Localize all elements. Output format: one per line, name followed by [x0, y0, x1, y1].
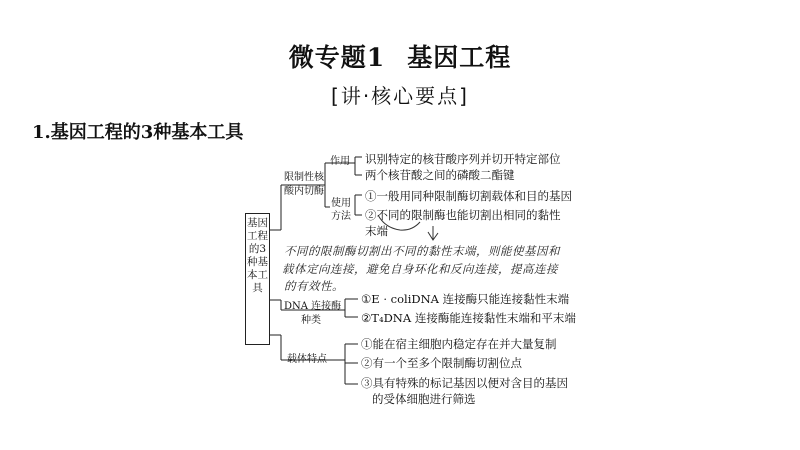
ligase-label-line1: DNA 连接酶 [284, 301, 342, 312]
usage-item-2-line1: ②不同的限制酶也能切割出相同的黏性 [365, 208, 561, 222]
vector-item-3-line1: ③具有特殊的标记基因以便对含目的基因 [361, 376, 568, 390]
usage-item-2-line2: 末端 [365, 224, 388, 238]
diagram-root-label: 基因工程的3种基本工具 [247, 217, 268, 294]
handwritten-note-line2: 载体定向连接，避免自身环化和反向连接，提高连接 [282, 262, 558, 276]
usage-item-1: ①一般用同种限制酶切割载体和目的基因 [365, 189, 572, 203]
handwritten-note-line1: 不同的限制酶切割出不同的黏性末端，则能使基因和 [284, 244, 560, 258]
vector-label: 载体特点 [287, 354, 327, 365]
ligase-item-1: ①E · coliDNA 连接酶只能连接黏性末端 [361, 292, 570, 306]
vector-item-2: ②有一个至多个限制酶切割位点 [361, 356, 522, 370]
diagram-root-box [245, 213, 270, 345]
title-main: 微专题1 [288, 43, 386, 72]
ligase-label-line2: 种类 [301, 315, 321, 326]
ligase-item-2: ②T₄DNA 连接酶能连接黏性末端和平末端 [361, 311, 576, 325]
page-subtitle: [讲·核心要点] [331, 84, 469, 108]
section-heading: 1.基因工程的3种基本工具 [32, 122, 244, 143]
title-topic: 基因工程 [407, 43, 512, 72]
enzyme-label-line1: 限制性核 [284, 172, 324, 183]
function-text-line1: 识别特定的核苷酸序列并切开特定部位 [365, 152, 561, 166]
function-text-line2: 两个核苷酸之间的磷酸二酯键 [365, 168, 515, 182]
usage-label-line2: 方法 [331, 211, 351, 222]
enzyme-label-line2: 酸内切酶 [284, 186, 324, 197]
function-label: 作用 [330, 156, 350, 167]
handwritten-note-line3: 的有效性。 [284, 279, 344, 293]
vector-item-1: ①能在宿主细胞内稳定存在并大量复制 [361, 337, 557, 351]
usage-label-line1: 使用 [331, 198, 351, 209]
vector-item-3-line2: 的受体细胞进行筛选 [372, 392, 476, 406]
